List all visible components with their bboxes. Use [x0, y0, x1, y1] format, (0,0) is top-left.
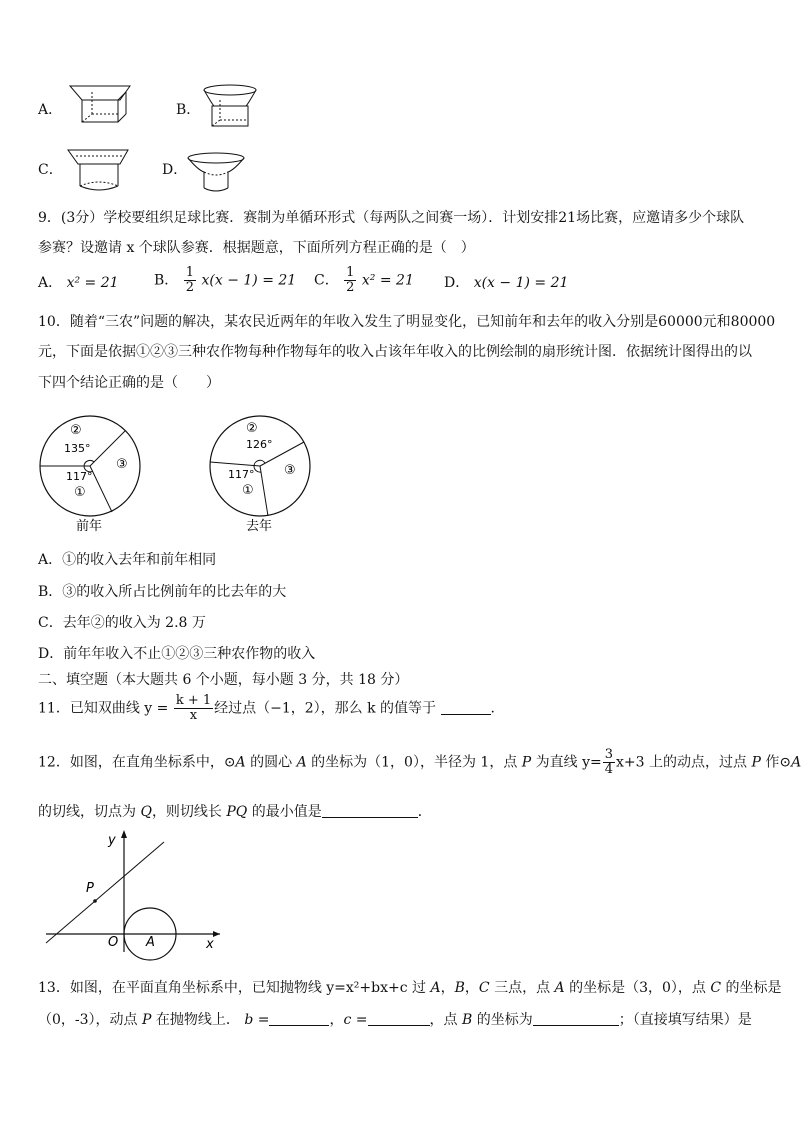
- q10-option-c: C．去年②的收入为 2.8 万: [38, 615, 206, 631]
- q12-line-2: 的切线，切点为 Q，则切线长 PQ 的最小值是 ．: [38, 804, 432, 820]
- line-graph: [46, 842, 164, 943]
- x-axis-label: x: [206, 937, 214, 952]
- pie-label-2: ②: [70, 423, 82, 438]
- fraction: $\frac{3}{4}$: [604, 747, 614, 777]
- q8-option-d-figure: [184, 150, 248, 196]
- q9-option-a: A． x² = 21: [38, 275, 119, 291]
- q8-option-c-label: C．: [38, 162, 63, 178]
- pie-label-1: ①: [242, 483, 254, 498]
- q10-option-b: B．③的收入所占比例前年的比去年的大: [38, 584, 287, 600]
- q8-option-d-label: D．: [162, 162, 188, 178]
- pie-angle-2: 126°: [246, 438, 273, 451]
- answer-blank-b[interactable]: [269, 1011, 329, 1026]
- q13-line-1: 13．如图，在平面直角坐标系中，已知抛物线 y=x²+bx+c 过 A，B，C 三点，点 A 的坐标是（3，0），点 C 的坐标是: [38, 980, 782, 996]
- pie-label-3: ③: [116, 457, 128, 472]
- q8-option-a-label: A．: [38, 102, 63, 118]
- pie-label-2: ②: [246, 421, 258, 436]
- q8-option-b-figure: [200, 82, 260, 132]
- y-axis-label: y: [108, 833, 116, 848]
- q11-line: 11．已知双曲线 y = $\frac{k + 1}{x}$ 经过点（−1，2），那么 k 的值等于 .: [38, 693, 495, 723]
- fraction: $\frac{k + 1}{x}$: [175, 693, 212, 723]
- angle-arc: [254, 460, 265, 466]
- q8-option-a-figure: [62, 82, 134, 128]
- q12-line-1: 12．如图，在直角坐标系中，⊙A 的圆心 A 的坐标为（1，0），半径为 1，点 P 为直线 y= $\frac{3}{4}$ x+3 上的动点，过点 P 作⊙A: [38, 747, 801, 777]
- q9-option-b: B． $\frac{1}{2}$ x(x − 1) = 21: [154, 265, 297, 295]
- pie-divider: [90, 466, 112, 512]
- q13-line-2: （0，-3），动点 P 在抛物线上． b = ，c = ，点 B 的坐标为 ；（直接填写结果）是: [38, 1012, 752, 1028]
- pie-angle-2: 135°: [64, 442, 91, 455]
- x-axis-arrow: [213, 931, 220, 937]
- point-p-label: P: [86, 881, 94, 896]
- pie-angle-1: 117°: [228, 468, 255, 481]
- section-2-title: 二、填空题（本大题共 6 个小题，每小题 3 分，共 18 分）: [38, 672, 409, 688]
- q8-option-c-figure: [62, 146, 134, 196]
- pie-caption: 去年: [246, 519, 273, 534]
- fraction: $\frac{1}{2}$: [346, 265, 355, 295]
- q10-line-2: 元，下面是依据①②③三种农作物每种作物每年的收入占该年年收入的比例绘制的扇形统计图．依据统计图得出的以: [38, 344, 752, 360]
- q9-line-2: 参赛？设邀请 x 个球队参赛．根据题意，下面所列方程正确的是（ ）: [38, 240, 475, 256]
- q10-pie-chart-previous-year: [36, 412, 144, 536]
- y-axis-arrow: [121, 830, 127, 838]
- point-a-label: A: [146, 935, 155, 950]
- q12-coordinate-figure: [40, 826, 230, 954]
- point-p: [93, 899, 97, 903]
- pie-divider: [260, 466, 268, 516]
- q10-line-1: 10．随着“三农”问题的解决，某农民近两年的年收入发生了明显变化，已知前年和去年的收入分别是60000元和80000: [38, 314, 776, 330]
- q10-option-d: D．前年年收入不止①②③三种农作物的收入: [38, 646, 316, 662]
- pie-caption: 前年: [76, 519, 103, 534]
- pie-angle-1: 117°: [66, 470, 93, 483]
- pie-label-1: ①: [74, 485, 86, 500]
- q10-option-a: A．①的收入去年和前年相同: [38, 552, 217, 568]
- origin-label: O: [108, 935, 119, 950]
- q9-line-1: 9．(3分）学校要组织足球比赛．赛制为单循环形式（每两队之间赛一场）．计划安排21场比赛，应邀请多少个球队: [38, 210, 745, 226]
- q10-line-3: 下四个结论正确的是（ ）: [38, 375, 220, 391]
- answer-blank[interactable]: [441, 700, 491, 715]
- pie-divider: [210, 462, 260, 466]
- pie-label-3: ③: [284, 463, 296, 478]
- q9-option-c: C． $\frac{1}{2}$ x² = 21: [314, 265, 414, 295]
- answer-blank[interactable]: [322, 803, 418, 818]
- fraction: $\frac{1}{2}$: [185, 265, 195, 295]
- q10-pie-chart-last-year: [206, 412, 314, 536]
- q8-option-b-label: B．: [176, 102, 201, 118]
- q9-option-d: D． x(x − 1) = 21: [444, 275, 569, 291]
- answer-blank-c[interactable]: [368, 1011, 430, 1026]
- answer-blank-point-b[interactable]: [533, 1011, 619, 1026]
